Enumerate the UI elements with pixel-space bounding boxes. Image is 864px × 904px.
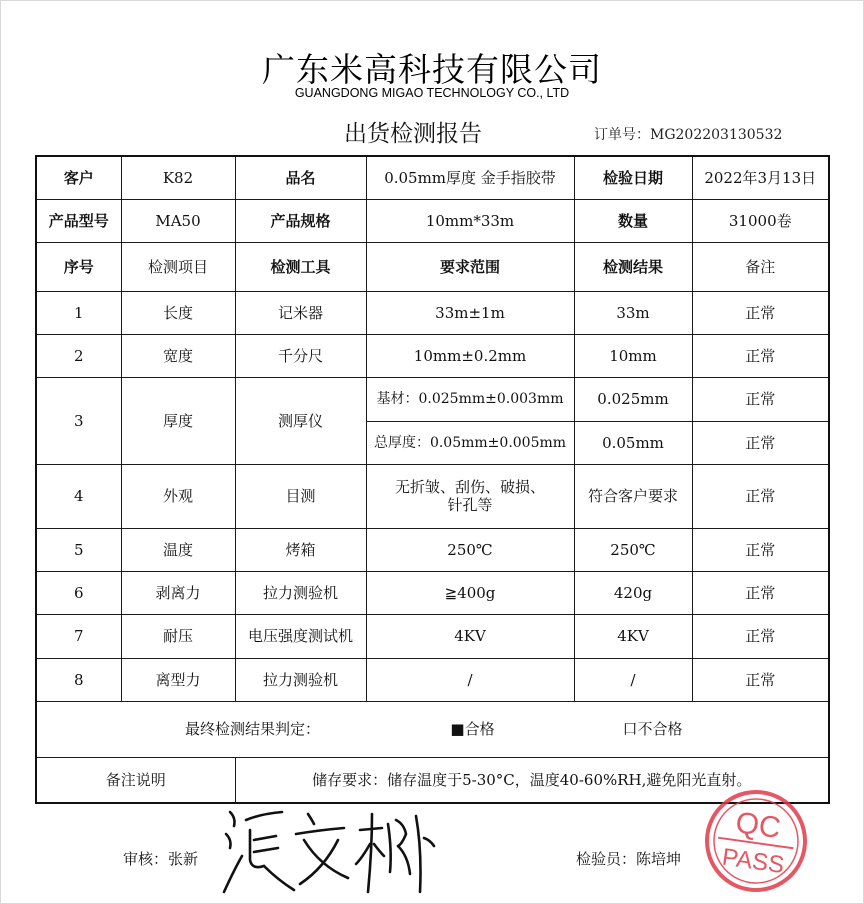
product-name-label: 品名 <box>235 156 366 199</box>
row-tool: 拉力测验机 <box>235 571 366 614</box>
col-result: 检测结果 <box>574 242 692 291</box>
table-row <box>36 528 829 571</box>
fail-checkbox: 口不合格 <box>622 720 683 738</box>
model-value: MA50 <box>121 199 235 242</box>
final-judgement-cell <box>36 701 829 757</box>
row-remark: 正常 <box>692 377 829 421</box>
info-row-2 <box>36 199 829 242</box>
row-item: 温度 <box>121 528 235 571</box>
row-remark: 正常 <box>692 464 829 528</box>
row-item: 离型力 <box>121 658 235 701</box>
inspect-date-value: 2022年3月13日 <box>692 156 829 199</box>
row-remark: 正常 <box>692 528 829 571</box>
row-requirement <box>366 464 574 528</box>
spec-value: 10mm*33m <box>366 199 574 242</box>
final-judgement-row <box>36 701 829 757</box>
table-row <box>36 334 829 377</box>
inspection-table <box>35 155 830 804</box>
customer-value: K82 <box>121 156 235 199</box>
inspector-label: 检验员：陈培坤 <box>576 850 682 868</box>
row-no: 8 <box>36 658 121 701</box>
product-name-value: 0.05mm厚度 金手指胶带 <box>366 156 574 199</box>
qty-value: 31000卷 <box>692 199 829 242</box>
row-result: 250℃ <box>574 528 692 571</box>
row-requirement: 基材：0.025mm±0.003mm <box>366 377 574 421</box>
row-no: 2 <box>36 334 121 377</box>
requirement-line-1: 无折皱、刮伤、破损、 <box>394 478 545 496</box>
row-result: 符合客户要求 <box>574 464 692 528</box>
row-no: 3 <box>36 377 121 464</box>
inspect-date-label: 检验日期 <box>574 156 692 199</box>
row-requirement: 250℃ <box>366 528 574 571</box>
row-requirement: 33m±1m <box>366 291 574 334</box>
row-item: 厚度 <box>121 377 235 464</box>
table-row <box>36 291 829 334</box>
col-tool: 检测工具 <box>235 242 366 291</box>
row-requirement: ≧400g <box>366 571 574 614</box>
company-name-en: GUANGDONG MIGAO TECHNOLOGY CO., LTD <box>294 86 570 100</box>
table-row <box>36 614 829 658</box>
table-row <box>36 464 829 528</box>
row-tool: 目测 <box>235 464 366 528</box>
row-requirement: 4KV <box>366 614 574 658</box>
order-value: MG202203130532 <box>650 127 783 143</box>
row-remark: 正常 <box>692 334 829 377</box>
row-result: 33m <box>574 291 692 334</box>
stamp-pass-text: PASS <box>720 843 786 880</box>
row-requirement: 10mm±0.2mm <box>366 334 574 377</box>
row-remark: 正常 <box>692 614 829 658</box>
row-no: 6 <box>36 571 121 614</box>
row-no: 7 <box>36 614 121 658</box>
row-item: 耐压 <box>121 614 235 658</box>
row-result: 0.05mm <box>574 421 692 464</box>
row-no: 4 <box>36 464 121 528</box>
row-no: 5 <box>36 528 121 571</box>
col-item: 检测项目 <box>121 242 235 291</box>
notes-label: 备注说明 <box>36 757 235 803</box>
col-remark: 备注 <box>692 242 829 291</box>
qty-label: 数量 <box>574 199 692 242</box>
notes-text: 储存要求：储存温度于5-30°C，温度40-60%RH,避免阳光直射。 <box>235 757 829 803</box>
row-result: 420g <box>574 571 692 614</box>
customer-label: 客户 <box>36 156 121 199</box>
spec-label: 产品规格 <box>235 199 366 242</box>
order-label: 订单号： <box>594 127 650 143</box>
model-label: 产品型号 <box>36 199 121 242</box>
row-item: 外观 <box>121 464 235 528</box>
handwritten-signature <box>220 800 440 900</box>
requirement-line-2: 针孔等 <box>447 496 493 514</box>
row-remark: 正常 <box>692 291 829 334</box>
row-result: / <box>574 658 692 701</box>
row-tool: 拉力测验机 <box>235 658 366 701</box>
row-result: 0.025mm <box>574 377 692 421</box>
row-requirement: / <box>366 658 574 701</box>
row-tool: 电压强度测试机 <box>235 614 366 658</box>
row-remark: 正常 <box>692 421 829 464</box>
row-result: 4KV <box>574 614 692 658</box>
col-requirement: 要求范围 <box>366 242 574 291</box>
pass-checkbox: ■合格 <box>450 720 495 738</box>
table-row <box>36 658 829 701</box>
row-remark: 正常 <box>692 658 829 701</box>
table-row <box>36 377 829 421</box>
row-no: 1 <box>36 291 121 334</box>
order-number <box>594 124 782 144</box>
final-judgement-label: 最终检测结果判定： <box>184 720 320 738</box>
report-title: 出货检测报告 <box>344 121 482 147</box>
info-row-1 <box>36 156 829 199</box>
stamp-qc-text: QC <box>733 806 783 846</box>
row-remark: 正常 <box>692 571 829 614</box>
row-tool: 记米器 <box>235 291 366 334</box>
row-item: 长度 <box>121 291 235 334</box>
row-result: 10mm <box>574 334 692 377</box>
column-header-row <box>36 242 829 291</box>
row-tool: 千分尺 <box>235 334 366 377</box>
row-tool: 测厚仪 <box>235 377 366 464</box>
row-requirement: 总厚度：0.05mm±0.005mm <box>366 421 574 464</box>
qc-pass-stamp <box>700 785 812 897</box>
row-item: 宽度 <box>121 334 235 377</box>
company-name-cn: 广东米高科技有限公司 <box>262 50 602 89</box>
table-row <box>36 571 829 614</box>
row-item: 剥离力 <box>121 571 235 614</box>
row-tool: 烤箱 <box>235 528 366 571</box>
reviewer-label: 审核：张新 <box>123 850 199 868</box>
col-no: 序号 <box>36 242 121 291</box>
